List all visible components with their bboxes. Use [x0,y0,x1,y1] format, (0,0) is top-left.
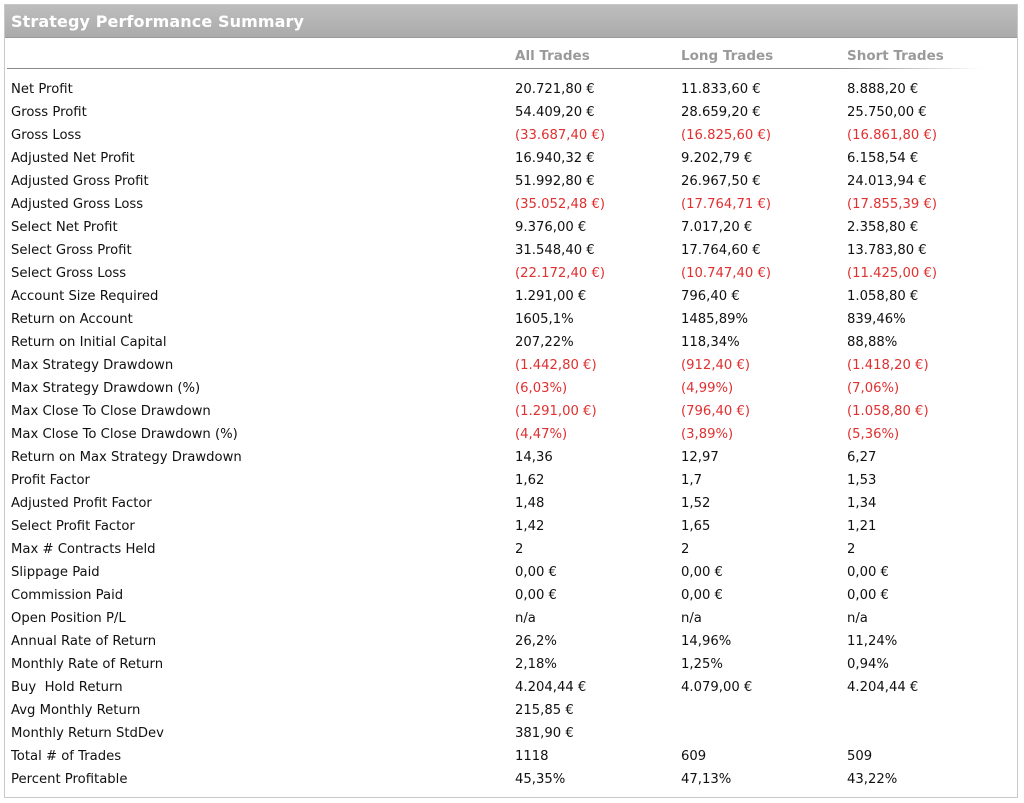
table-row [5,377,1017,400]
row-label: Monthly Rate of Return [11,657,164,672]
cell-long-trades: (796,40 €) [681,404,751,419]
table-row [5,492,1017,515]
row-label: Buy Hold Return [11,680,123,695]
cell-all-trades: (4,47%) [515,427,568,442]
cell-long-trades: (17.764,71 €) [681,197,771,212]
cell-long-trades: (16.825,60 €) [681,128,771,143]
row-label: Adjusted Profit Factor [11,496,152,511]
cell-short-trades: 509 [847,749,873,764]
cell-short-trades: (1.418,20 €) [847,358,929,373]
table-row [5,216,1017,239]
row-label: Profit Factor [11,473,90,488]
table-row [5,124,1017,147]
cell-long-trades: 26.967,50 € [681,174,761,189]
table-row [5,147,1017,170]
cell-all-trades: 207,22% [515,335,574,350]
table-row [5,653,1017,676]
cell-long-trades: 9.202,79 € [681,151,753,166]
panel-titlebar [5,5,1017,38]
row-label: Slippage Paid [11,565,100,580]
cell-long-trades: 14,96% [681,634,732,649]
table-row [5,584,1017,607]
cell-long-trades: n/a [681,611,702,626]
table-row [5,446,1017,469]
cell-long-trades: (3,89%) [681,427,734,442]
row-label: Select Gross Loss [11,266,127,281]
cell-short-trades: 2.358,80 € [847,220,919,235]
cell-short-trades: (11.425,00 €) [847,266,937,281]
cell-short-trades: 24.013,94 € [847,174,927,189]
row-label: Percent Profitable [11,772,128,787]
row-label: Total # of Trades [11,749,122,764]
cell-short-trades: 1,21 [847,519,877,534]
table-row [5,722,1017,745]
cell-short-trades: n/a [847,611,868,626]
cell-long-trades: (4,99%) [681,381,734,396]
column-header-long-trades: Long Trades [681,48,774,64]
cell-all-trades: 16.940,32 € [515,151,595,166]
table-row [5,193,1017,216]
cell-short-trades: 8.888,20 € [847,82,919,97]
row-label: Max Strategy Drawdown [11,358,174,373]
row-label: Open Position P/L [11,611,126,626]
table-row [5,630,1017,653]
cell-short-trades: 11,24% [847,634,898,649]
cell-short-trades: (16.861,80 €) [847,128,937,143]
table-row [5,561,1017,584]
row-label: Adjusted Gross Loss [11,197,144,212]
column-header-short-trades: Short Trades [847,48,944,64]
cell-short-trades: 6,27 [847,450,877,465]
cell-long-trades: 1485,89% [681,312,749,327]
cell-long-trades: 609 [681,749,707,764]
table-row [5,262,1017,285]
cell-all-trades: 0,00 € [515,588,557,603]
cell-long-trades: 1,65 [681,519,711,534]
cell-all-trades: 1,42 [515,519,545,534]
table-row [5,676,1017,699]
cell-all-trades: 54.409,20 € [515,105,595,120]
cell-all-trades: (6,03%) [515,381,568,396]
cell-long-trades: 28.659,20 € [681,105,761,120]
cell-short-trades: 1.058,80 € [847,289,919,304]
cell-all-trades: 14,36 [515,450,553,465]
cell-short-trades: (1.058,80 €) [847,404,929,419]
cell-all-trades: 1,62 [515,473,545,488]
table-row [5,308,1017,331]
row-label: Max Strategy Drawdown (%) [11,381,201,396]
summary-table-body [5,78,1017,791]
cell-all-trades: 1118 [515,749,549,764]
row-label: Adjusted Gross Profit [11,174,149,189]
cell-short-trades: 13.783,80 € [847,243,927,258]
cell-long-trades: 47,13% [681,772,732,787]
cell-short-trades: 6.158,54 € [847,151,919,166]
row-label: Max Close To Close Drawdown (%) [11,427,238,442]
row-label: Commission Paid [11,588,124,603]
cell-long-trades: (912,40 €) [681,358,751,373]
row-label: Return on Account [11,312,133,327]
row-label: Gross Loss [11,128,82,143]
cell-all-trades: 4.204,44 € [515,680,587,695]
cell-long-trades: 17.764,60 € [681,243,761,258]
cell-all-trades: (1.291,00 €) [515,404,597,419]
row-label: Net Profit [11,82,73,97]
cell-short-trades: 1,53 [847,473,877,488]
cell-long-trades: (10.747,40 €) [681,266,771,281]
cell-long-trades: 7.017,20 € [681,220,753,235]
cell-all-trades: 2,18% [515,657,557,672]
cell-all-trades: 1,48 [515,496,545,511]
cell-all-trades: 1.291,00 € [515,289,587,304]
column-header-all-trades: All Trades [515,48,590,64]
cell-short-trades: 4.204,44 € [847,680,919,695]
table-row [5,607,1017,630]
table-row [5,745,1017,768]
cell-short-trades: 88,88% [847,335,898,350]
cell-all-trades: 381,90 € [515,726,574,741]
row-label: Max Close To Close Drawdown [11,404,211,419]
strategy-performance-panel [4,4,1018,798]
cell-short-trades: (17.855,39 €) [847,197,937,212]
cell-long-trades: 0,00 € [681,588,723,603]
row-label: Account Size Required [11,289,159,304]
cell-all-trades: 51.992,80 € [515,174,595,189]
cell-long-trades: 4.079,00 € [681,680,753,695]
row-label: Avg Monthly Return [11,703,141,718]
cell-all-trades: (1.442,80 €) [515,358,597,373]
row-label: Gross Profit [11,105,87,120]
cell-short-trades: 25.750,00 € [847,105,927,120]
cell-all-trades: 0,00 € [515,565,557,580]
cell-all-trades: 20.721,80 € [515,82,595,97]
cell-long-trades: 1,7 [681,473,702,488]
cell-short-trades: (7,06%) [847,381,900,396]
table-row [5,78,1017,101]
cell-all-trades: 31.548,40 € [515,243,595,258]
table-row [5,239,1017,262]
cell-long-trades: 1,25% [681,657,723,672]
cell-long-trades: 796,40 € [681,289,740,304]
cell-long-trades: 1,52 [681,496,711,511]
row-label: Adjusted Net Profit [11,151,135,166]
cell-all-trades: 45,35% [515,772,566,787]
table-row [5,699,1017,722]
table-row [5,354,1017,377]
cell-short-trades: 2 [847,542,856,557]
cell-all-trades: 215,85 € [515,703,574,718]
cell-short-trades: 0,00 € [847,565,889,580]
cell-all-trades: 26,2% [515,634,557,649]
cell-short-trades: 839,46% [847,312,906,327]
row-label: Select Gross Profit [11,243,132,258]
cell-all-trades: (33.687,40 €) [515,128,605,143]
table-row [5,101,1017,124]
cell-long-trades: 2 [681,542,690,557]
cell-long-trades: 118,34% [681,335,740,350]
row-label: Return on Initial Capital [11,335,167,350]
cell-short-trades: 43,22% [847,772,898,787]
cell-all-trades: 1605,1% [515,312,574,327]
cell-all-trades: n/a [515,611,536,626]
table-row [5,170,1017,193]
cell-long-trades: 12,97 [681,450,719,465]
table-row [5,423,1017,446]
cell-short-trades: 0,94% [847,657,889,672]
cell-all-trades: 2 [515,542,524,557]
table-row [5,400,1017,423]
table-row [5,285,1017,308]
table-row [5,469,1017,492]
table-row [5,538,1017,561]
table-row [5,768,1017,791]
row-label: Select Net Profit [11,220,118,235]
header-divider [7,68,983,69]
row-label: Return on Max Strategy Drawdown [11,450,242,465]
cell-short-trades: 0,00 € [847,588,889,603]
row-label: Select Profit Factor [11,519,135,534]
cell-short-trades: 1,34 [847,496,877,511]
cell-long-trades: 11.833,60 € [681,82,761,97]
table-row [5,331,1017,354]
row-label: Annual Rate of Return [11,634,157,649]
column-header-row [5,38,1017,70]
cell-all-trades: 9.376,00 € [515,220,587,235]
cell-short-trades: (5,36%) [847,427,900,442]
panel-title: Strategy Performance Summary [11,11,305,31]
cell-all-trades: (35.052,48 €) [515,197,605,212]
row-label: Max # Contracts Held [11,542,156,557]
table-row [5,515,1017,538]
row-label: Monthly Return StdDev [11,726,164,741]
cell-long-trades: 0,00 € [681,565,723,580]
cell-all-trades: (22.172,40 €) [515,266,605,281]
